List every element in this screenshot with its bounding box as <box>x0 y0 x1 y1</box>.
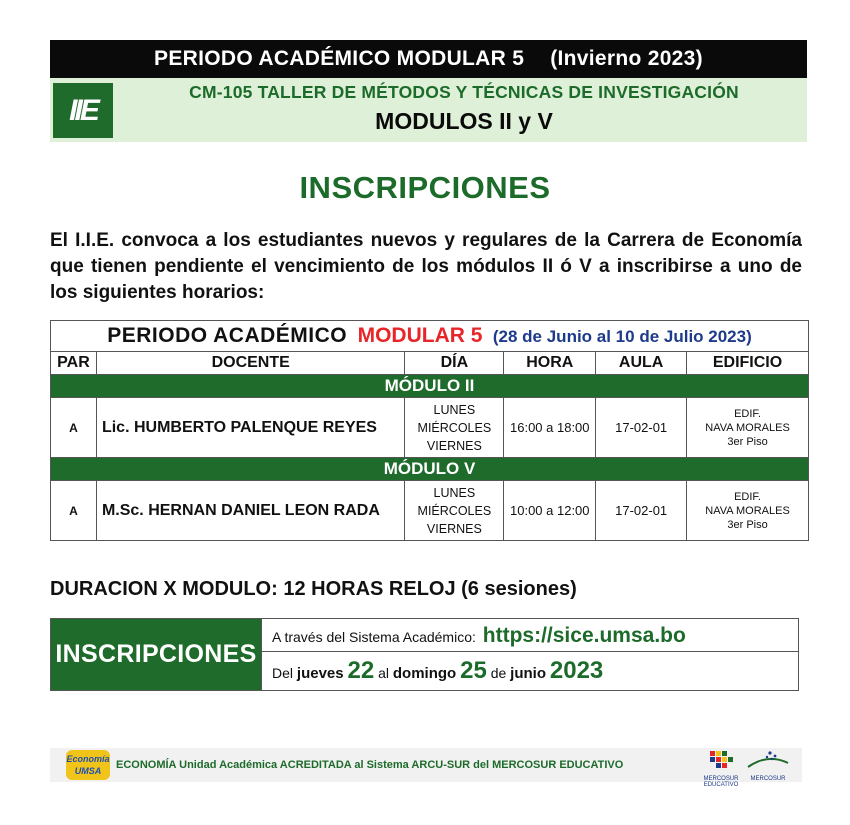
date-de: de <box>490 665 507 681</box>
schedule-period-modular: MODULAR 5 <box>357 324 483 347</box>
iie-logo: IIE <box>53 83 113 138</box>
day-wednesday: MIÉRCOLES <box>417 420 492 435</box>
edificio-line: 3er Piso <box>727 518 768 531</box>
col-header-docente: DOCENTE <box>96 352 404 375</box>
edificio-line: EDIF. <box>734 407 761 420</box>
registration-dates-line <box>261 652 798 690</box>
mercosur-logo <box>742 749 794 781</box>
cell-hora: 10:00 a 12:00 <box>504 481 596 541</box>
schedule-table <box>50 320 809 541</box>
cell-hora: 16:00 a 18:00 <box>504 398 596 458</box>
day-monday: LUNES <box>433 485 476 500</box>
cell-docente: M.Sc. HERNAN DANIEL LEON RADA <box>96 481 404 541</box>
col-header-hora: HORA <box>504 352 596 375</box>
season-label: (Invierno 2023) <box>550 47 703 70</box>
table-row <box>51 398 809 458</box>
course-title: CM-105 TALLER DE MÉTODOS Y TÉCNICAS DE INVESTIGACIÓN <box>189 82 739 102</box>
cell-dias <box>405 481 504 541</box>
cell-dias <box>405 398 504 458</box>
cell-aula: 17-02-01 <box>596 481 687 541</box>
footer-bar <box>50 748 802 788</box>
footer-accreditation-text: ECONOMÍA Unidad Académica ACREDITADA al Sistema ARCU-SUR del MERCOSUR EDUCATIVO <box>116 759 624 771</box>
table-row <box>51 481 809 541</box>
schedule-period-range: (28 de Junio al 10 de Julio 2023) <box>492 327 752 346</box>
registration-system-line <box>261 619 798 652</box>
day-monday: LUNES <box>433 402 476 417</box>
mercosur-stars-icon <box>742 749 794 771</box>
date-num1: 22 <box>347 657 375 684</box>
cell-edificio <box>687 398 809 458</box>
col-header-aula: AULA <box>596 352 687 375</box>
mercosur-educativo-icon <box>702 749 740 771</box>
module-v-row <box>51 458 809 481</box>
period-title: PERIODO ACADÉMICO MODULAR 5 <box>154 47 525 70</box>
date-del: Del <box>272 665 294 681</box>
module-ii-row <box>51 375 809 398</box>
edificio-line: NAVA MORALES <box>705 504 790 517</box>
schedule-period-row <box>51 321 809 352</box>
mercosur-educativo-label: MERCOSUR EDUCATIVO <box>703 776 739 788</box>
col-header-dia: DÍA <box>405 352 504 375</box>
page-heading: INSCRIPCIONES <box>299 170 551 205</box>
day-wednesday: MIÉRCOLES <box>417 503 492 518</box>
edificio-line: EDIF. <box>734 490 761 503</box>
cell-docente: Lic. HUMBERTO PALENQUE REYES <box>96 398 404 458</box>
col-header-par: PAR <box>51 352 97 375</box>
edificio-line: NAVA MORALES <box>705 421 790 434</box>
mercosur-label: MERCOSUR <box>750 776 786 782</box>
date-year: 2023 <box>549 657 604 684</box>
registration-label: INSCRIPCIONES <box>51 619 261 690</box>
cell-par: A <box>51 398 97 458</box>
module-v-label: MÓDULO V <box>51 458 809 481</box>
edificio-line: 3er Piso <box>727 435 768 448</box>
cell-edificio <box>687 481 809 541</box>
table-header-row <box>51 352 809 375</box>
date-month: junio <box>510 665 546 682</box>
registration-box <box>50 618 799 691</box>
day-friday: VIERNES <box>426 438 482 453</box>
course-header <box>50 78 807 142</box>
duration-text: DURACION X MODULO: 12 HORAS RELOJ (6 sesiones) <box>50 578 577 600</box>
period-banner <box>50 40 807 78</box>
registration-url-link[interactable]: https://sice.umsa.bo <box>482 624 686 647</box>
schedule-period-label: PERIODO ACADÉMICO <box>107 324 348 347</box>
cell-par: A <box>51 481 97 541</box>
cell-aula: 17-02-01 <box>596 398 687 458</box>
day-friday: VIERNES <box>426 521 482 536</box>
intro-paragraph: El I.I.E. convoca a los estudiantes nuevos y regulares de la Carrera de Economía que tienen pendiente el vencimiento de los módulos II ó V a inscribirse a uno de los siguientes horarios: <box>50 230 802 303</box>
date-day2: domingo <box>392 665 457 682</box>
mercosur-educativo-logo <box>702 749 740 788</box>
date-al: al <box>378 665 389 681</box>
module-ii-label: MÓDULO II <box>51 375 809 398</box>
course-subtitle: MODULOS II y V <box>375 108 553 134</box>
economia-logo: Economía UMSA <box>66 750 110 780</box>
date-num2: 25 <box>460 657 487 684</box>
col-header-edificio: EDIFICIO <box>687 352 809 375</box>
registration-via-text: A través del Sistema Académico: <box>272 629 476 645</box>
date-day1: jueves <box>296 665 344 682</box>
